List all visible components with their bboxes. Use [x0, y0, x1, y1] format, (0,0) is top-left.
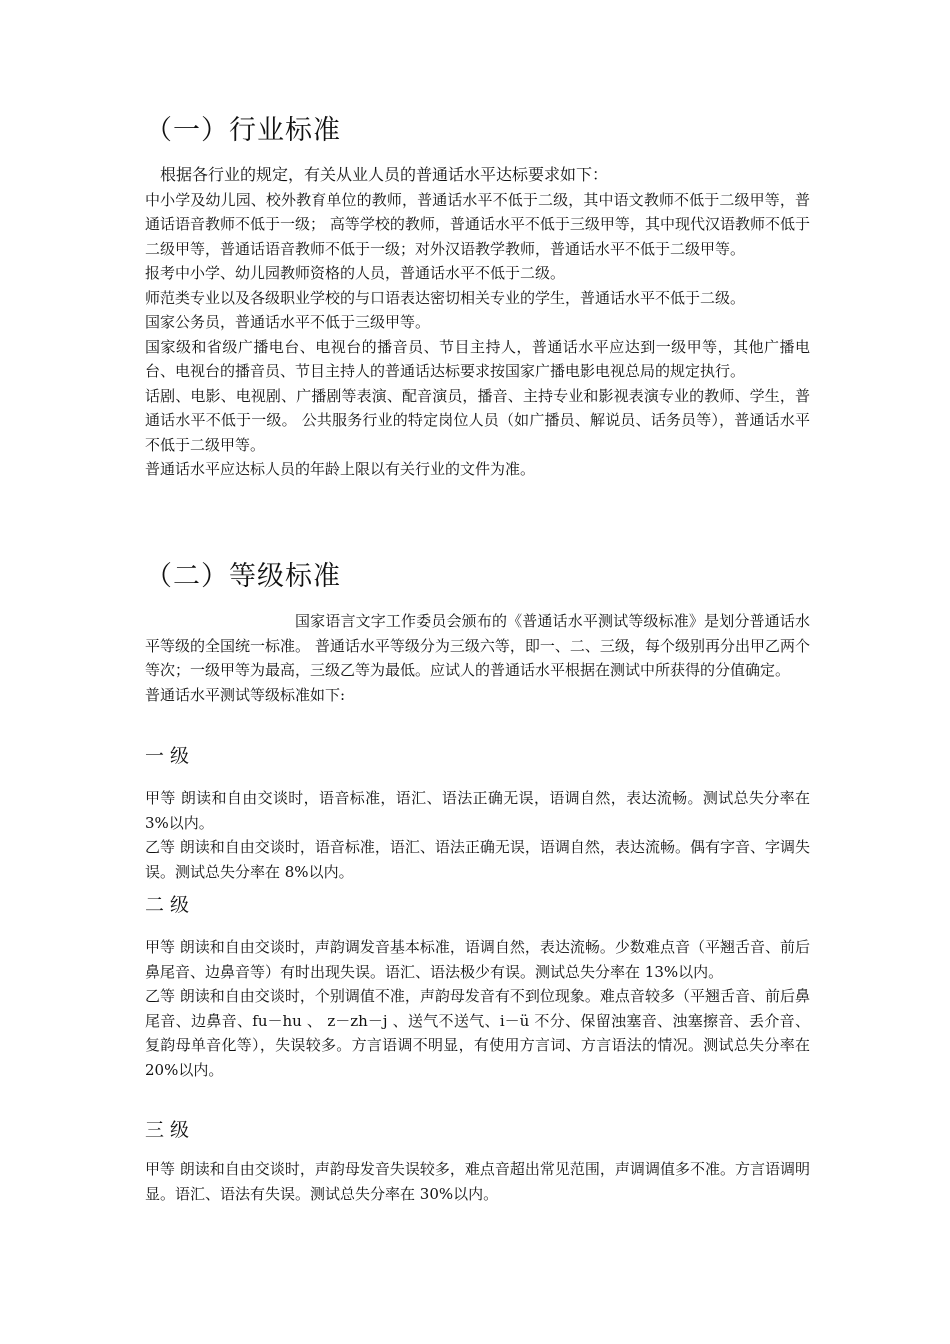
- level-3-grade-a: 甲等 朗读和自由交谈时，声韵母发音失误较多，难点音超出常见范围，声调调值多不准。方言语调明显。语汇、语法有失误。测试总失分率在 30%以内。: [145, 1160, 810, 1203]
- level-3-body: [145, 1157, 810, 1206]
- industry-paragraph-teacher-qualification: 报考中小学、幼儿园教师资格的人员，普通话水平不低于二级。: [145, 264, 566, 282]
- level-1-grade-a: 甲等 朗读和自由交谈时，语音标准，语汇、语法正确无误，语调自然，表达流畅。测试总失分率在 3%以内。: [145, 789, 810, 832]
- section-title-industry-standard: （一）行业标准: [145, 115, 341, 146]
- grade-standard-intro-block: [145, 609, 810, 707]
- level-2-body: [145, 935, 810, 1082]
- industry-paragraph-civil-servants: 国家公务员，普通话水平不低于三级甲等。: [145, 313, 431, 331]
- level-3-heading: 三 级: [145, 1119, 190, 1141]
- level-1-heading: 一 级: [145, 745, 190, 767]
- level-2-grade-b: 乙等 朗读和自由交谈时，个别调值不准，声韵母发音有不到位现象。难点音较多（平翘舌音、前后鼻尾音、边鼻音、fu－hu 、 z－zh－j 、送气不送气、i－ü 不分、保留浊塞音、浊塞擦音、丢介音、复韵母单音化等），失误较多。方言语调不明显，有使用方言词、方言语法的情况。测试总失分率在 20%以内。: [145, 987, 810, 1079]
- industry-paragraph-teachers: 中小学及幼儿园、校外教育单位的教师，普通话水平不低于二级，其中语文教师不低于二级甲等，普通话语音教师不低于一级； 高等学校的教师，普通话水平不低于三级甲等，其中现代汉语教师不低于二级甲等，普通话语音教师不低于一级；对外汉语教学教师，普通话水平不低于二级甲等。: [145, 190, 810, 258]
- level-1-body: [145, 786, 810, 884]
- industry-lead-paragraph: 根据各行业的规定，有关从业人员的普通话水平达标要求如下：: [160, 165, 609, 184]
- industry-standard-body: [145, 163, 810, 482]
- level-1-grade-b: 乙等 朗读和自由交谈时，语音标准，语汇、语法正确无误，语调自然，表达流畅。偶有字音、字调失误。测试总失分率在 8%以内。: [145, 838, 810, 881]
- industry-paragraph-performers: 话剧、电影、电视剧、广播剧等表演、配音演员，播音、主持专业和影视表演专业的教师、学生，普通话水平不低于一级。 公共服务行业的特定岗位人员（如广播员、解说员、话务员等），普通话水平不低于二级甲等。: [145, 386, 810, 454]
- level-2-heading: 二 级: [145, 894, 190, 916]
- section-title-grade-standard: （二）等级标准: [145, 561, 341, 592]
- grade-list-intro: 普通话水平测试等级标准如下:: [145, 685, 346, 704]
- industry-paragraph-broadcasters: 国家级和省级广播电台、电视台的播音员、节目主持人，普通话水平应达到一级甲等，其他广播电台、电视台的播音员、节目主持人的普通话达标要求按国家广播电影电视总局的规定执行。: [145, 337, 810, 380]
- industry-paragraph-age-limit: 普通话水平应达标人员的年龄上限以有关行业的文件为准。: [145, 460, 536, 478]
- level-2-grade-a: 甲等 朗读和自由交谈时，声韵调发音基本标准，语调自然，表达流畅。少数难点音（平翘舌音、前后鼻尾音、边鼻音等）有时出现失误。语汇、语法极少有误。测试总失分率在 13%以内。: [145, 938, 810, 981]
- industry-paragraph-normal-students: 师范类专业以及各级职业学校的与口语表达密切相关专业的学生，普通话水平不低于二级。: [145, 288, 746, 307]
- grade-intro-paragraph: 国家语言文字工作委员会颁布的《普通话水平测试等级标准》是划分普通话水平等级的全国统一标准。 普通话水平等级分为三级六等，即一、二、三级，每个级别再分出甲乙两个等次；一级甲等为最高，三级乙等为最低。应试人的普通话水平根据在测试中所获得的分值确定。: [145, 612, 810, 679]
